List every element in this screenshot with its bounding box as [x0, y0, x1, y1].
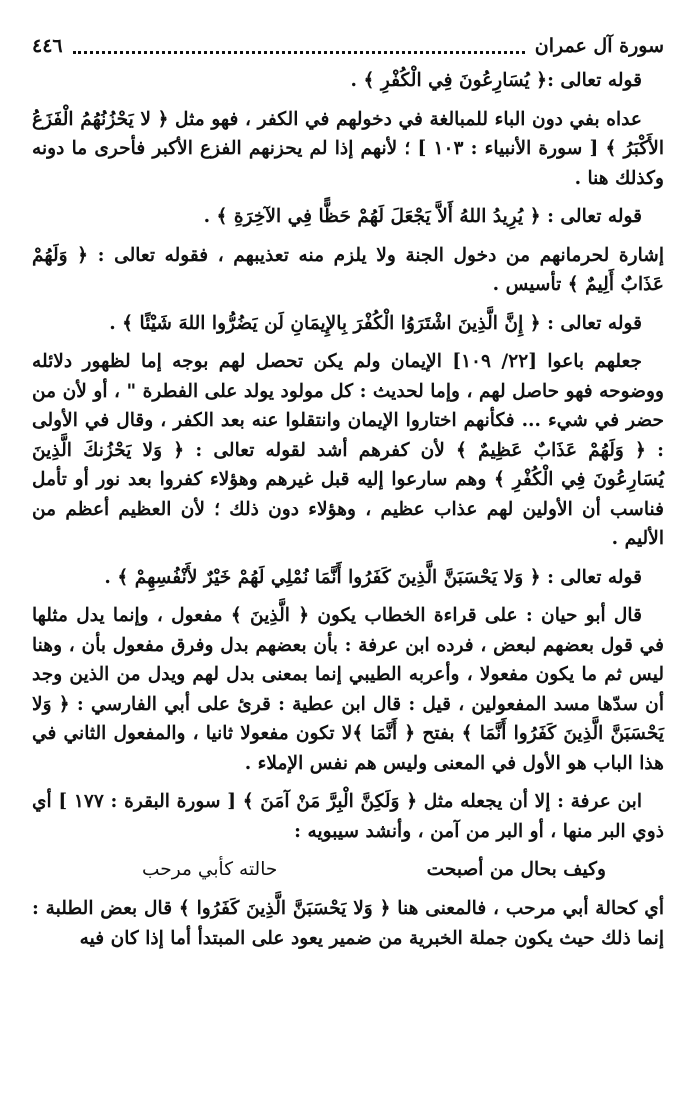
poetry-verse	[32, 855, 664, 885]
commentary-paragraph: عداه بفي دون الباء للمبالغة في دخولهم في الكفر ، فهو مثل ﴿ لا يَحْزُنُهُمُ الْفَزَعُ الأَكْبَرُ ﴾ [ سورة الأنبياء : ١٠٣ ] ؛ لأنهم إذا لم يحزنهم الفزع الأكبر فأحرى ما دونه وكذلك هنا .	[32, 108, 664, 189]
poem-second-hemistich: حالته كأبي مرحب	[142, 859, 278, 880]
poem-first-hemistich: وكيف بحال من أصبحت	[426, 859, 606, 880]
header-dotted-rule	[73, 39, 525, 54]
verse-heading: قوله تعالى : ﴿ يُرِيدُ اللهُ أَلاَّ يَجْعَلَ لَهُمْ حَظًّا فِي الآخِرَةِ ﴾ .	[203, 206, 642, 227]
page-body	[32, 66, 664, 953]
commentary-paragraph: إشارة لحرمانهم من دخول الجنة ولا يلزم منه تعذيبهم ، فقوله تعالى : ﴿ وَلَهُمْ عَذَابٌ أَلِيمٌ ﴾ تأسيس .	[32, 244, 664, 295]
surah-title: سورة آل عمران	[534, 35, 664, 57]
verse-heading: قوله تعالى : ﴿ وَلا يَحْسَبَنَّ الَّذِينَ كَفَرُوا أَنَّمَا نُمْلِي لَهُمْ خَيْرٌ لأَنْفُسِهِمْ ﴾ .	[104, 566, 642, 588]
commentary-paragraph: ابن عرفة : إلا أن يجعله مثل ﴿ وَلَكِنَّ الْبِرَّ مَنْ آمَنَ ﴾ [ سورة البقرة : ١٧٧ ] أي ذوي البر منها ، أو البر من آمن ، وأنشد سيبويه :	[32, 791, 664, 842]
commentary-paragraph: قال أبو حيان : على قراءة الخطاب يكون ﴿ الَّذِينَ ﴾ مفعول ، وإنما يدل مثلها في قول بعضهم لبعض ، فرده ابن عرفة : بأن بعضهم بدل وفرق مفعول بأن ، وهنا ليس ثم ما يكون مفعولا ، وأعربه الطيبي إنما بمعنى بدل لهم ويدل من الذين وجد أن سدّها مسد المفعولين ، قيل : قال ابن عطية : قرئ على أبي الفارسي : ﴿ وَلا يَحْسَبَنَّ الَّذِينَ كَفَرُوا أَنَّمَا ﴾ بفتح ﴿ أَنَّمَا ﴾لا تكون مفعولا ثانيا ، والمفعول الثاني في هذا الباب هو الأول في المعنى وليس هم نفس الإملاء .	[32, 605, 664, 774]
page-number: ٤٤٦	[32, 35, 63, 57]
page-header	[32, 34, 664, 58]
commentary-paragraph: جعلهم باعوا [٢٢/ ١٠٩] الإيمان ولم يكن تحصل لهم بوجه إما لظهور دلائله ووضوحه فهو حاصل لهم ، وإما لحديث : كل مولود يولد على الفطرة " ، أو لأن من حضر في شيء ... فكأنهم اختاروا الإيمان وانتقلوا عنه بعد الكفر ، وقال في الأولى : ﴿ وَلَهُمْ عَذَابٌ عَظِيمٌ ﴾ لأن كفرهم أشد لقوله تعالى : ﴿ وَلا يَحْزُنكَ الَّذِينَ يُسَارِعُونَ فِي الْكُفْرِ ﴾ وهم سارعوا إليه قبل غيرهم وهؤلاء كفروا بعد نور أو تأمل فناسب أن الأولين لهم عذاب عظيم ، وهؤلاء دون ذلك ؛ لأن العظيم أعظم من الأليم .	[32, 351, 664, 549]
commentary-paragraph: أي كحالة أبي مرحب ، فالمعنى هنا ﴿ وَلا يَحْسَبَنَّ الَّذِينَ كَفَرُوا ﴾ قال بعض الطلبة : إنما ذلك حيث يكون جملة الخبرية من ضمير يعود على المبتدأ أما إذا كان فيه	[32, 898, 664, 949]
verse-heading: قوله تعالى :﴿ يُسَارِعُونَ فِي الْكُفْرِ ﴾ .	[350, 70, 642, 91]
verse-heading: قوله تعالى : ﴿ إِنَّ الَّذِينَ اشْتَرَوُا الْكُفْرَ بِالإِيمَانِ لَن يَضُرُّوا اللهَ شَيْئًا ﴾ .	[109, 312, 642, 334]
